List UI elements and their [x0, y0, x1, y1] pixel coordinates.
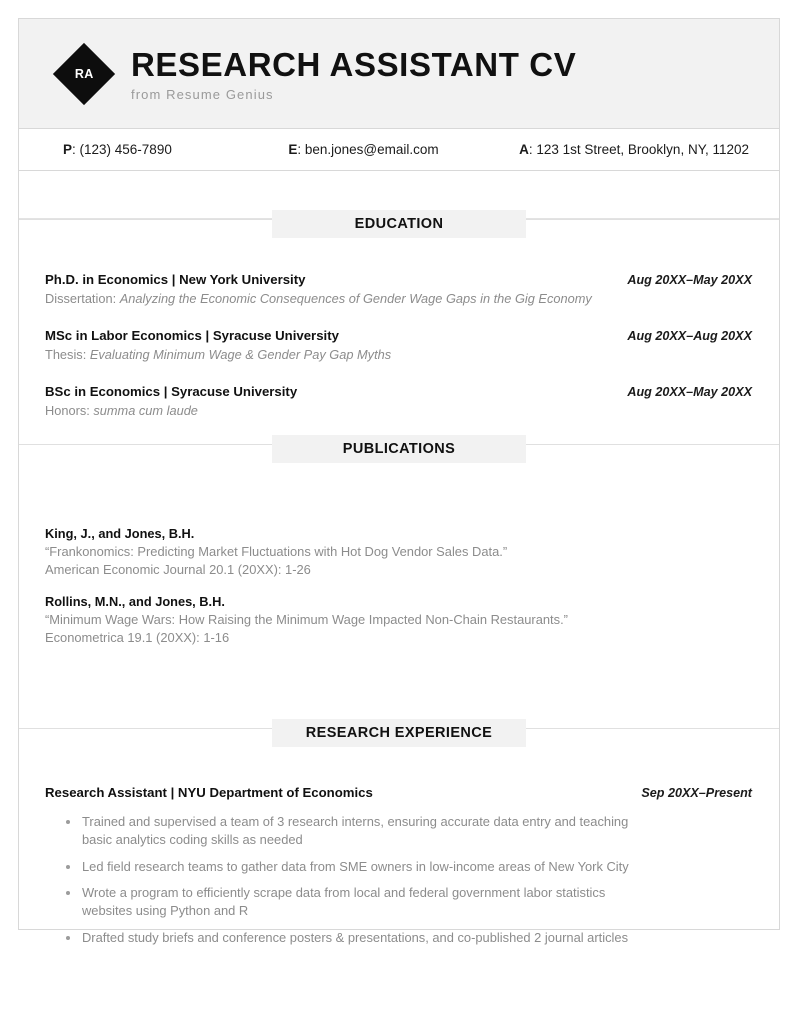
education-degree: Ph.D. in Economics | New York University [45, 272, 306, 287]
contact-address [519, 142, 749, 157]
experience-entry-head [45, 785, 752, 800]
education-degree: BSc in Economics | Syracuse University [45, 384, 298, 399]
diamond-logo-icon [53, 42, 115, 104]
experience-bullet: Led field research teams to gather data from SME owners in low-income areas of New York City [45, 858, 657, 876]
education-entry-head [45, 328, 752, 343]
education-degree: MSc in Labor Economics | Syracuse University [45, 328, 339, 343]
education-date: Aug 20XX–Aug 20XX [627, 329, 752, 343]
section-header-publications [19, 441, 779, 474]
research-experience-section [19, 758, 779, 947]
section-title-publications: PUBLICATIONS [342, 441, 456, 457]
education-entry-head [45, 384, 752, 399]
education-entry [45, 272, 752, 306]
education-detail-label: Thesis: [45, 347, 90, 362]
publication-authors: King, J., and Jones, B.H. [45, 526, 195, 541]
contact-address-label: A [519, 142, 529, 157]
education-detail-value: summa cum laude [93, 403, 198, 418]
experience-job-title: Research Assistant | NYU Department of Economics [45, 785, 373, 800]
education-detail-value: Evaluating Minimum Wage & Gender Pay Gap Myths [89, 347, 392, 362]
contact-email [288, 142, 519, 157]
publication-entry [45, 594, 752, 645]
publication-title: “Minimum Wage Wars: How Raising the Minimum Wage Impacted Non-Chain Restaurants.” [45, 612, 568, 627]
logo [45, 52, 123, 96]
education-date: Aug 20XX–May 20XX [627, 385, 752, 399]
publication-entry [45, 526, 752, 577]
resume-page [18, 18, 780, 945]
section-title-education: EDUCATION [354, 216, 444, 232]
experience-bullet: Drafted study briefs and conference posters & presentations, and co-published 2 journal articles [45, 929, 657, 947]
contact-bar [19, 129, 779, 171]
section-title-research-experience: RESEARCH EXPERIENCE [305, 725, 493, 741]
publication-title: “Frankonomics: Predicting Market Fluctuations with Hot Dog Vendor Sales Data.” [45, 544, 508, 559]
publication-citation: American Economic Journal 20.1 (20XX): 1-26 [45, 562, 311, 577]
education-detail-label: Honors: [45, 403, 94, 418]
education-detail [45, 347, 752, 362]
title-block [131, 47, 576, 103]
experience-entry [45, 785, 752, 947]
experience-date: Sep 20XX–Present [641, 786, 752, 800]
education-detail [45, 403, 752, 418]
page-title: RESEARCH ASSISTANT CV [131, 45, 577, 83]
contact-phone-label: P [63, 142, 73, 157]
contact-phone [63, 142, 288, 157]
contact-email-value: : ben.jones@email.com [297, 142, 439, 157]
section-title-chip [272, 210, 526, 238]
resume-header [19, 19, 779, 129]
experience-bullet: Wrote a program to efficiently scrape data from local and federal government labor statistics websites using Python and R [45, 884, 657, 920]
education-detail-label: Dissertation: [45, 291, 120, 306]
education-detail [45, 291, 752, 306]
section-header-research-experience [19, 725, 779, 758]
education-date: Aug 20XX–May 20XX [627, 273, 752, 287]
education-entry [45, 328, 752, 362]
section-title-chip [272, 435, 526, 463]
contact-address-value: : 123 1st Street, Brooklyn, NY, 11202 [528, 142, 749, 157]
logo-initials: RA [74, 66, 94, 81]
section-header-education [19, 216, 779, 249]
publications-section [19, 474, 779, 645]
publication-citation: Econometrica 19.1 (20XX): 1-16 [45, 630, 230, 645]
contact-phone-value: : (123) 456-7890 [72, 142, 172, 157]
contact-email-label: E [288, 142, 298, 157]
experience-bullet-list [45, 813, 752, 947]
education-detail-value: Analyzing the Economic Consequences of Gender Wage Gaps in the Gig Economy [119, 291, 592, 306]
experience-bullet: Trained and supervised a team of 3 research interns, ensuring accurate data entry and teaching basic analytics coding skills as needed [45, 813, 657, 849]
page-subtitle: from Resume Genius [131, 87, 274, 103]
education-section [19, 249, 779, 444]
publication-authors: Rollins, M.N., and Jones, B.H. [45, 594, 225, 609]
section-title-chip [272, 719, 526, 747]
education-entry-head [45, 272, 752, 287]
education-entry [45, 384, 752, 418]
